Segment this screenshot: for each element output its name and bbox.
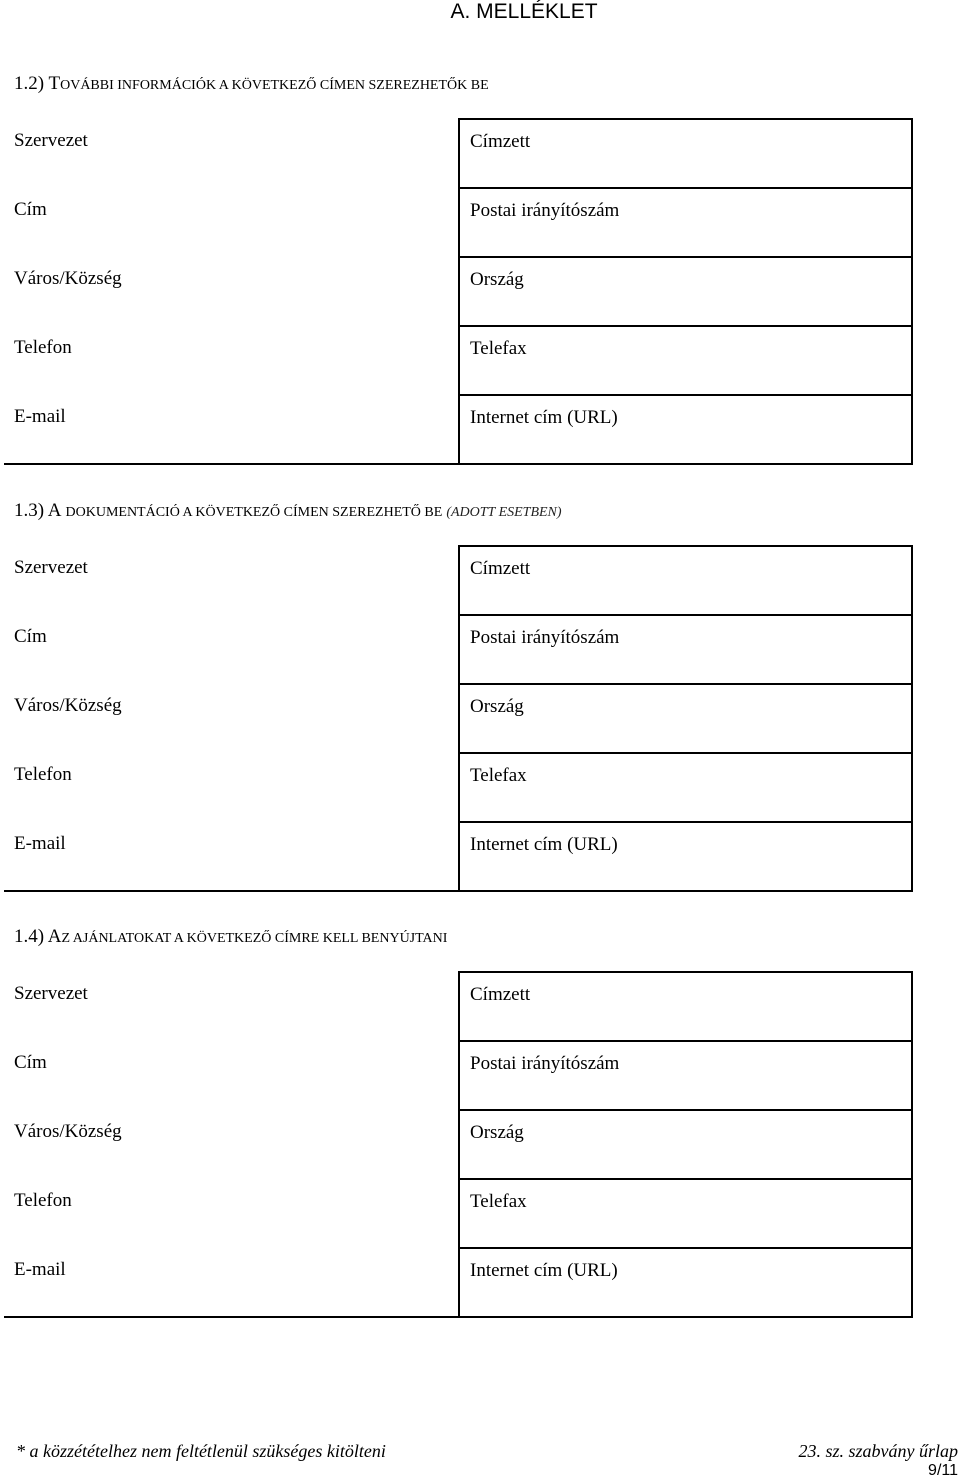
field-label: Cím — [14, 199, 47, 220]
field-label: Telefax — [470, 338, 527, 359]
form-row — [4, 395, 912, 464]
section-heading-note: (ADOTT ESETBEN) — [446, 505, 562, 520]
section-heading-number: 1.4) A — [14, 926, 62, 947]
field-label: Postai irányítószám — [470, 627, 620, 648]
field-telefon[interactable] — [4, 1179, 459, 1248]
form-row — [4, 1110, 912, 1179]
form-row — [4, 972, 912, 1041]
field-szervezet[interactable] — [4, 119, 459, 188]
section-heading-text: DOKUMENTÁCIÓ A KÖVETKEZŐ CÍMEN SZEREZHETŐ BE — [65, 505, 443, 520]
section-heading-1-3 — [14, 501, 562, 523]
field-cim[interactable] — [4, 188, 459, 257]
field-email[interactable] — [4, 395, 459, 464]
section-heading-text: OVÁBBI INFORMÁCIÓK A KÖVETKEZŐ CÍMEN SZEREZHETŐK BE — [60, 78, 489, 93]
field-label: Telefon — [14, 1190, 72, 1211]
field-label: Internet cím (URL) — [470, 407, 618, 428]
field-label: Postai irányítószám — [470, 200, 620, 221]
section-heading-1-4 — [14, 927, 447, 949]
form-row — [4, 753, 912, 822]
field-varos-kozseg[interactable] — [4, 684, 459, 753]
field-label: Internet cím (URL) — [470, 1260, 618, 1281]
section-heading-1-2 — [14, 74, 489, 96]
footer-note: * a közzétételhez nem feltétlenül szükséges kitölteni — [16, 1441, 386, 1461]
page-number: 9/11 — [928, 1462, 958, 1479]
field-label: Címzett — [470, 558, 531, 579]
form-row — [4, 188, 912, 257]
field-telefax[interactable] — [459, 1179, 912, 1248]
field-label: Telefax — [470, 1191, 527, 1212]
section-heading-number: 1.3) A — [14, 500, 62, 521]
form-row — [4, 615, 912, 684]
field-label: Cím — [14, 626, 47, 647]
field-telefon[interactable] — [4, 326, 459, 395]
field-internet-cim[interactable] — [459, 822, 912, 891]
field-label: Címzett — [470, 984, 531, 1005]
field-cimzett[interactable] — [459, 119, 912, 188]
field-email[interactable] — [4, 822, 459, 891]
form-row — [4, 546, 912, 615]
address-form-1-2 — [4, 118, 913, 465]
field-label: Postai irányítószám — [470, 1053, 620, 1074]
section-heading-text: Z AJÁNLATOKAT A KÖVETKEZŐ CÍMRE KELL BENYÚJTANI — [61, 931, 448, 946]
footer-form-id: 23. sz. szabvány űrlap — [798, 1441, 958, 1461]
form-row — [4, 822, 912, 891]
field-szervezet[interactable] — [4, 546, 459, 615]
field-internet-cim[interactable] — [459, 1248, 912, 1317]
field-label: Telefon — [14, 337, 72, 358]
field-label: E-mail — [14, 406, 66, 427]
field-orszag[interactable] — [459, 1110, 912, 1179]
field-label: Címzett — [470, 131, 531, 152]
field-cimzett[interactable] — [459, 972, 912, 1041]
field-orszag[interactable] — [459, 684, 912, 753]
field-postai-iranyitoszam[interactable] — [459, 1041, 912, 1110]
field-cim[interactable] — [4, 1041, 459, 1110]
field-label: Ország — [470, 696, 524, 717]
field-varos-kozseg[interactable] — [4, 1110, 459, 1179]
form-row — [4, 684, 912, 753]
field-label: E-mail — [14, 833, 66, 854]
form-row — [4, 1041, 912, 1110]
page-title: A. MELLÉKLET — [450, 0, 598, 23]
address-form-1-4 — [4, 971, 913, 1318]
field-email[interactable] — [4, 1248, 459, 1317]
field-label: Internet cím (URL) — [470, 834, 618, 855]
field-orszag[interactable] — [459, 257, 912, 326]
field-postai-iranyitoszam[interactable] — [459, 615, 912, 684]
field-label: Telefax — [470, 765, 527, 786]
field-varos-kozseg[interactable] — [4, 257, 459, 326]
field-label: Szervezet — [14, 557, 88, 578]
field-label: Telefon — [14, 764, 72, 785]
field-telefon[interactable] — [4, 753, 459, 822]
field-label: Város/Község — [14, 268, 122, 289]
field-postai-iranyitoszam[interactable] — [459, 188, 912, 257]
field-label: Cím — [14, 1052, 47, 1073]
field-telefax[interactable] — [459, 326, 912, 395]
form-row — [4, 326, 912, 395]
field-cim[interactable] — [4, 615, 459, 684]
field-label: Ország — [470, 269, 524, 290]
field-label: Szervezet — [14, 983, 88, 1004]
field-internet-cim[interactable] — [459, 395, 912, 464]
field-label: E-mail — [14, 1259, 66, 1280]
field-label: Város/Község — [14, 695, 122, 716]
field-label: Város/Község — [14, 1121, 122, 1142]
form-row — [4, 1248, 912, 1317]
form-row — [4, 1179, 912, 1248]
field-label: Ország — [470, 1122, 524, 1143]
form-row — [4, 257, 912, 326]
field-szervezet[interactable] — [4, 972, 459, 1041]
form-row — [4, 119, 912, 188]
field-cimzett[interactable] — [459, 546, 912, 615]
field-telefax[interactable] — [459, 753, 912, 822]
field-label: Szervezet — [14, 130, 88, 151]
address-form-1-3 — [4, 545, 913, 892]
section-heading-number: 1.2) T — [14, 73, 61, 94]
